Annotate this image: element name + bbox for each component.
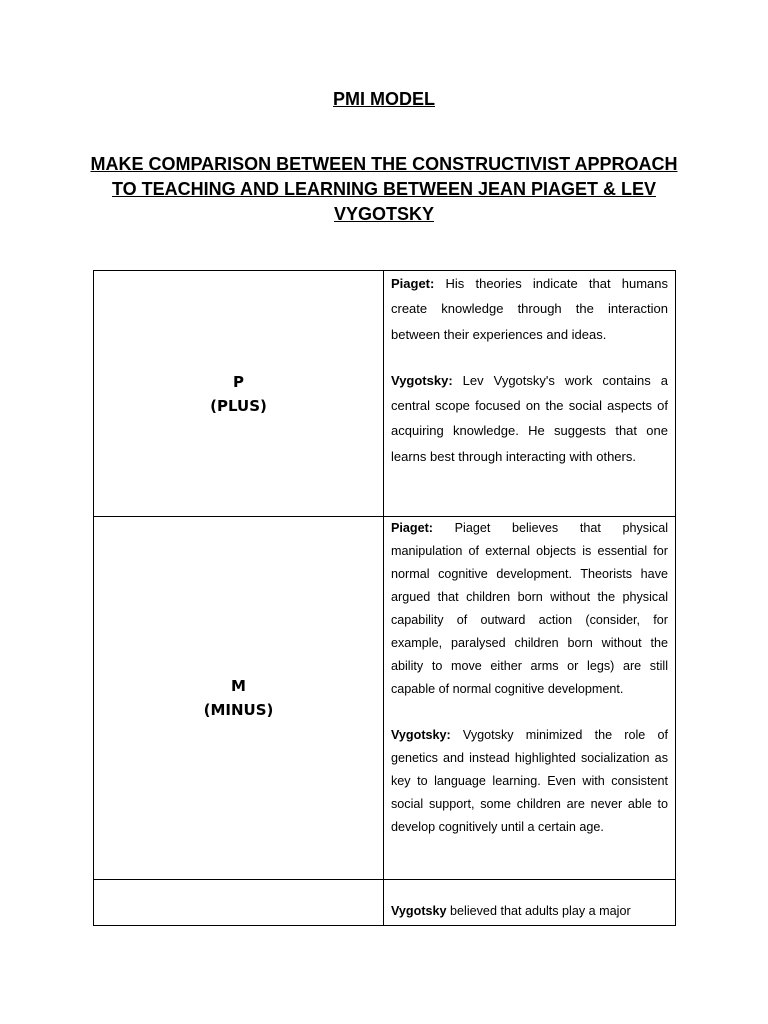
interesting-vygotsky-paragraph (391, 900, 668, 923)
minus-piaget-text: Piaget believes that physical manipulation of external objects is essential for normal cognitive development. Theorists have argued that children born without the physical capability of outward action (consider, for example, paralysed children born without the ability to move either arms or legs) are still capable of normal cognitive development. (391, 521, 668, 696)
plus-label-cell (94, 271, 384, 517)
minus-letter: M (231, 677, 246, 695)
table-row-plus (94, 271, 676, 517)
table-row-interesting (94, 880, 676, 926)
interesting-vygotsky-text: believed that adults play a major (446, 904, 631, 918)
interesting-content-cell (384, 880, 676, 926)
plus-piaget-text: His theories indicate that humans create knowledge through the interaction between their experiences and ideas. (391, 276, 668, 342)
minus-vygotsky-paragraph (391, 724, 668, 839)
plus-piaget-name: Piaget: (391, 276, 435, 291)
minus-label: (MINUS) (203, 701, 274, 719)
plus-content-cell (384, 271, 676, 517)
document-subtitle: MAKE COMPARISON BETWEEN THE CONSTRUCTIVIST APPROACH TO TEACHING AND LEARNING BETWEEN JEAN PIAGET & LEV VYGOTSKY (90, 154, 678, 224)
plus-letter: P (233, 372, 244, 391)
minus-content-cell (384, 517, 676, 880)
plus-label: (PLUS) (210, 396, 267, 415)
minus-piaget-name: Piaget: (391, 521, 433, 535)
plus-vygotsky-text: Lev Vygotsky's work contains a central scope focused on the social aspects of acquiring knowledge. He suggests that one learns best through interacting with others. (391, 372, 668, 464)
minus-piaget-paragraph (391, 517, 668, 701)
minus-vygotsky-text: Vygotsky minimized the role of genetics and instead highlighted socialization as key to language learning. Even with consistent social support, some children are never able to develop cognitively until a certain age. (391, 728, 668, 834)
plus-vygotsky-paragraph (391, 368, 668, 469)
minus-vygotsky-name: Vygotsky: (391, 728, 451, 742)
plus-vygotsky-name: Vygotsky: (391, 372, 453, 388)
interesting-vygotsky-name: Vygotsky (391, 904, 447, 918)
document-title: PMI MODEL (333, 89, 435, 109)
table-row-minus (94, 517, 676, 880)
plus-piaget-paragraph (391, 271, 668, 347)
interesting-label-cell (94, 880, 384, 926)
pmi-table (93, 270, 676, 926)
minus-label-cell (94, 517, 384, 880)
